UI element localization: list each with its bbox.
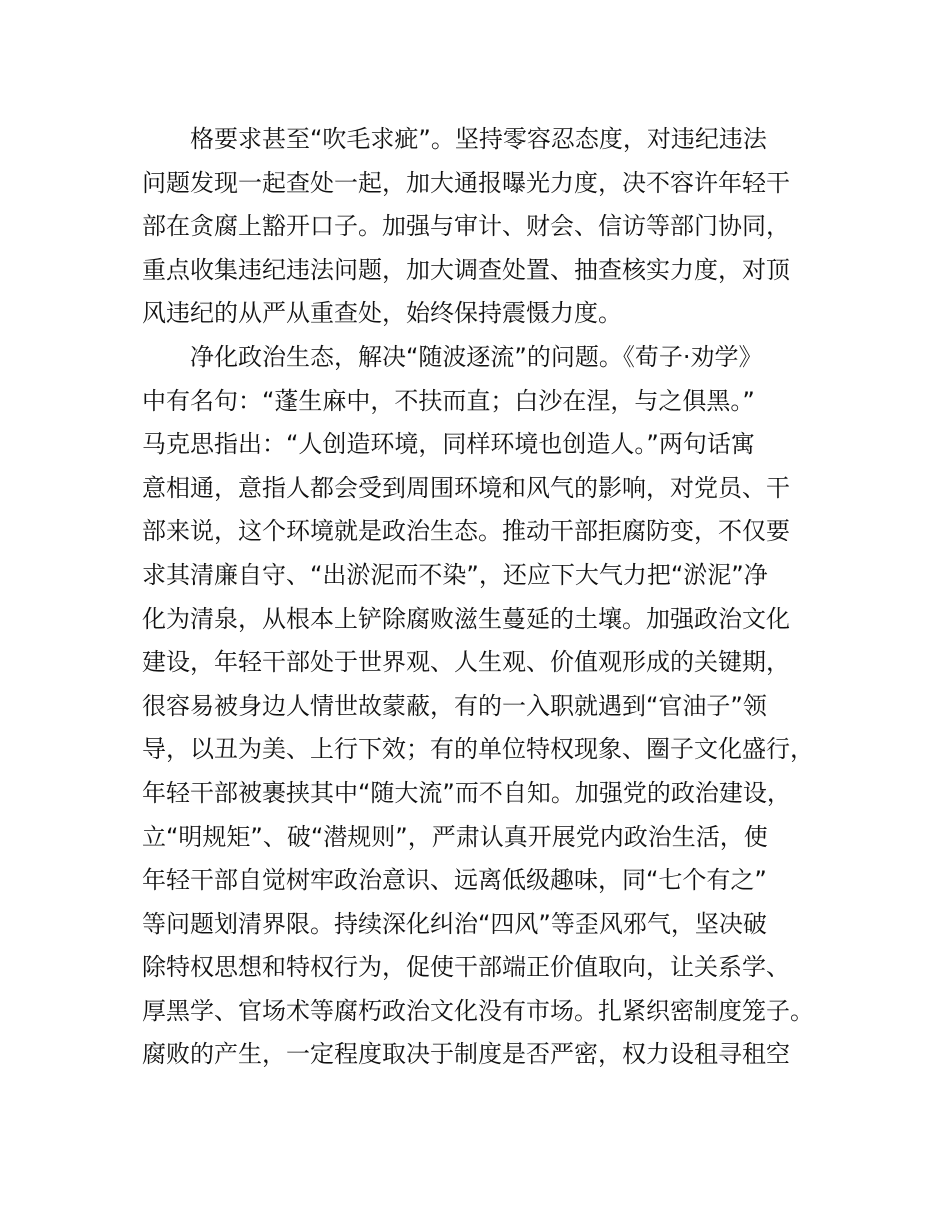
text-line: 化为清泉，从根本上铲除腐败滋生蔓延的土壤。加强政治文化 [142, 604, 790, 633]
text-line: 问题发现一起查处一起，加大通报曝光力度，决不容许年轻干 [142, 168, 790, 197]
paragraph-1 [142, 118, 832, 336]
paragraph-2 [142, 336, 832, 1077]
text-line: 求其清廉自守、“出淤泥而不染”，还应下大气力把“淤泥”净 [142, 560, 768, 589]
text-line: 厚黑学、官场术等腐朽政治文化没有市场。扎紧织密制度笼子。 [142, 996, 814, 1025]
text-line: 腐败的产生，一定程度取决于制度是否严密，权力设租寻租空 [142, 1040, 790, 1069]
text-line: 很容易被身边人情世故蒙蔽，有的一入职就遇到“官油子”领 [142, 691, 767, 720]
text-line: 建设，年轻干部处于世界观、人生观、价值观形成的关键期， [142, 648, 790, 677]
text-line: 净化政治生态，解决“随波逐流”的问题。《荀子·劝学》 [190, 342, 763, 371]
text-line: 重点收集违纪违法问题，加大调查处置、抽查核实力度，对顶 [142, 255, 790, 284]
document-body [142, 118, 832, 1077]
text-line: 部来说，这个环境就是政治生态。推动干部拒腐防变，不仅要 [142, 517, 790, 546]
text-line: 年轻干部自觉树牢政治意识、远离低级趣味，同“七个有之” [142, 866, 767, 895]
text-line: 中有名句：“蓬生麻中，不扶而直；白沙在涅，与之俱黑。” [142, 386, 755, 415]
text-line: 格要求甚至“吹毛求疵”。坚持零容忍态度，对违纪违法 [190, 125, 767, 153]
text-line: 等问题划清界限。持续深化纠治“四风”等歪风邪气，坚决破 [142, 909, 767, 938]
text-line: 意相通，意指人都会受到周围环境和风气的影响，对党员、干 [142, 473, 790, 502]
text-line: 立“明规矩”、破“潜规则”，严肃认真开展党内政治生活，使 [142, 822, 768, 851]
text-line: 风违纪的从严从重查处，始终保持震慑力度。 [142, 299, 622, 328]
text-line: 部在贪腐上豁开口子。加强与审计、财会、信访等部门协同， [142, 212, 790, 241]
text-line: 年轻干部被裹挟其中“随大流”而不自知。加强党的政治建设， [142, 778, 791, 807]
text-line: 除特权思想和特权行为，促使干部端正价值取向，让关系学、 [142, 953, 790, 982]
text-line: 导，以丑为美、上行下效；有的单位特权现象、圈子文化盛行， [142, 735, 814, 764]
text-line: 马克思指出：“人创造环境，同样环境也创造人。”两句话寓 [142, 430, 755, 459]
